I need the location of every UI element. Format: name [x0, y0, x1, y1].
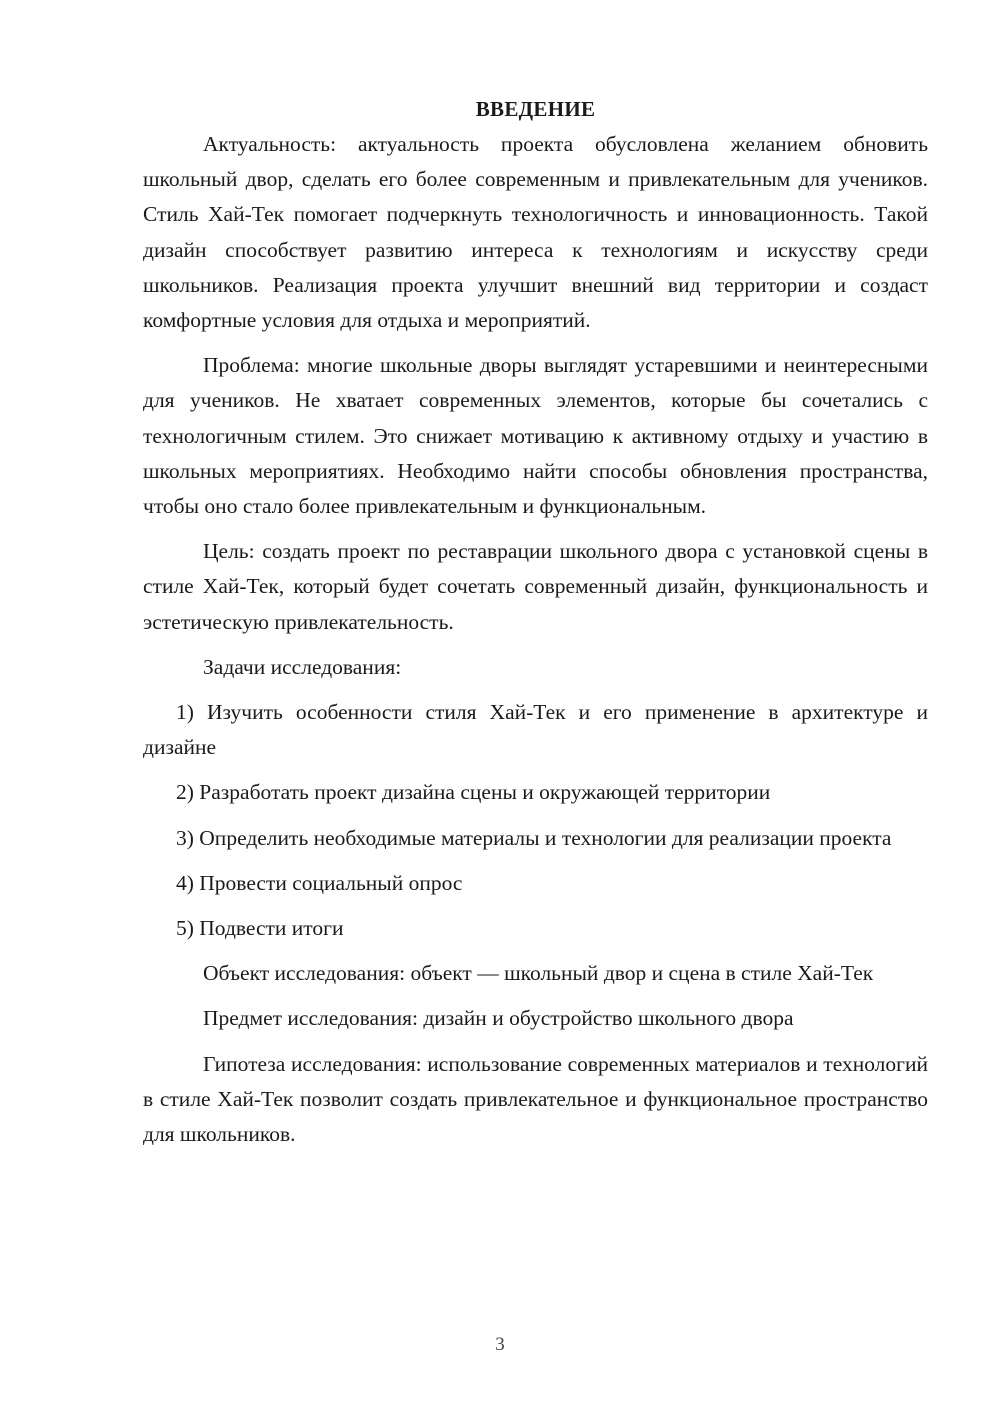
- paragraph-subject: Предмет исследования: дизайн и обустройство школьного двора: [203, 1006, 794, 1031]
- section-title: ВВЕДЕНИЕ: [475, 97, 596, 121]
- task-item: 1) Изучить особенности стиля Хай-Тек и его применение в архитектуре и дизайне: [143, 700, 928, 760]
- task-item: 2) Разработать проект дизайна сцены и окружающей территории: [176, 780, 771, 805]
- document-page: [143, 92, 928, 1152]
- tasks-heading: Задачи исследования:: [203, 654, 402, 679]
- paragraph-object: Объект исследования: объект — школьный двор и сцена в стиле Хай-Тек: [203, 961, 874, 986]
- task-item: 5) Подвести итоги: [176, 916, 344, 941]
- paragraph-problem: Проблема: многие школьные дворы выглядят устаревшими и неинтересными для учеников. Не хватает современных элементов, которые бы сочетались с технологичным стилем. Это снижает мотивацию к активному отдыху и участию в школьных мероприятиях. Необходимо найти способы обновления пространства, чтобы оно стало более привлекательным и функциональным.: [143, 353, 928, 519]
- paragraph-relevance: Актуальность: актуальность проекта обусловлена желанием обновить школьный двор, сделать его более современным и привлекательным для учеников. Стиль Хай-Тек помогает подчеркнуть технологичность и инновационность. Такой дизайн способствует развитию интереса к технологиям и искусству среди школьников. Реализация проекта улучшит внешний вид территории и создаст комфортные условия для отдыха и мероприятий.: [143, 132, 928, 333]
- page-number: 3: [495, 1334, 505, 1355]
- task-item: 3) Определить необходимые материалы и технологии для реализации проекта: [176, 825, 892, 850]
- paragraph-hypothesis: Гипотеза исследования: использование современных материалов и технологий в стиле Хай-Тек позволит создать привлекательное и функциональное пространство для школьников.: [143, 1051, 928, 1147]
- task-item: 4) Провести социальный опрос: [176, 870, 463, 895]
- paragraph-goal: Цель: создать проект по реставрации школьного двора с установкой сцены в стиле Хай-Тек, который будет сочетать современный дизайн, функциональность и эстетическую привлекательность.: [143, 539, 928, 634]
